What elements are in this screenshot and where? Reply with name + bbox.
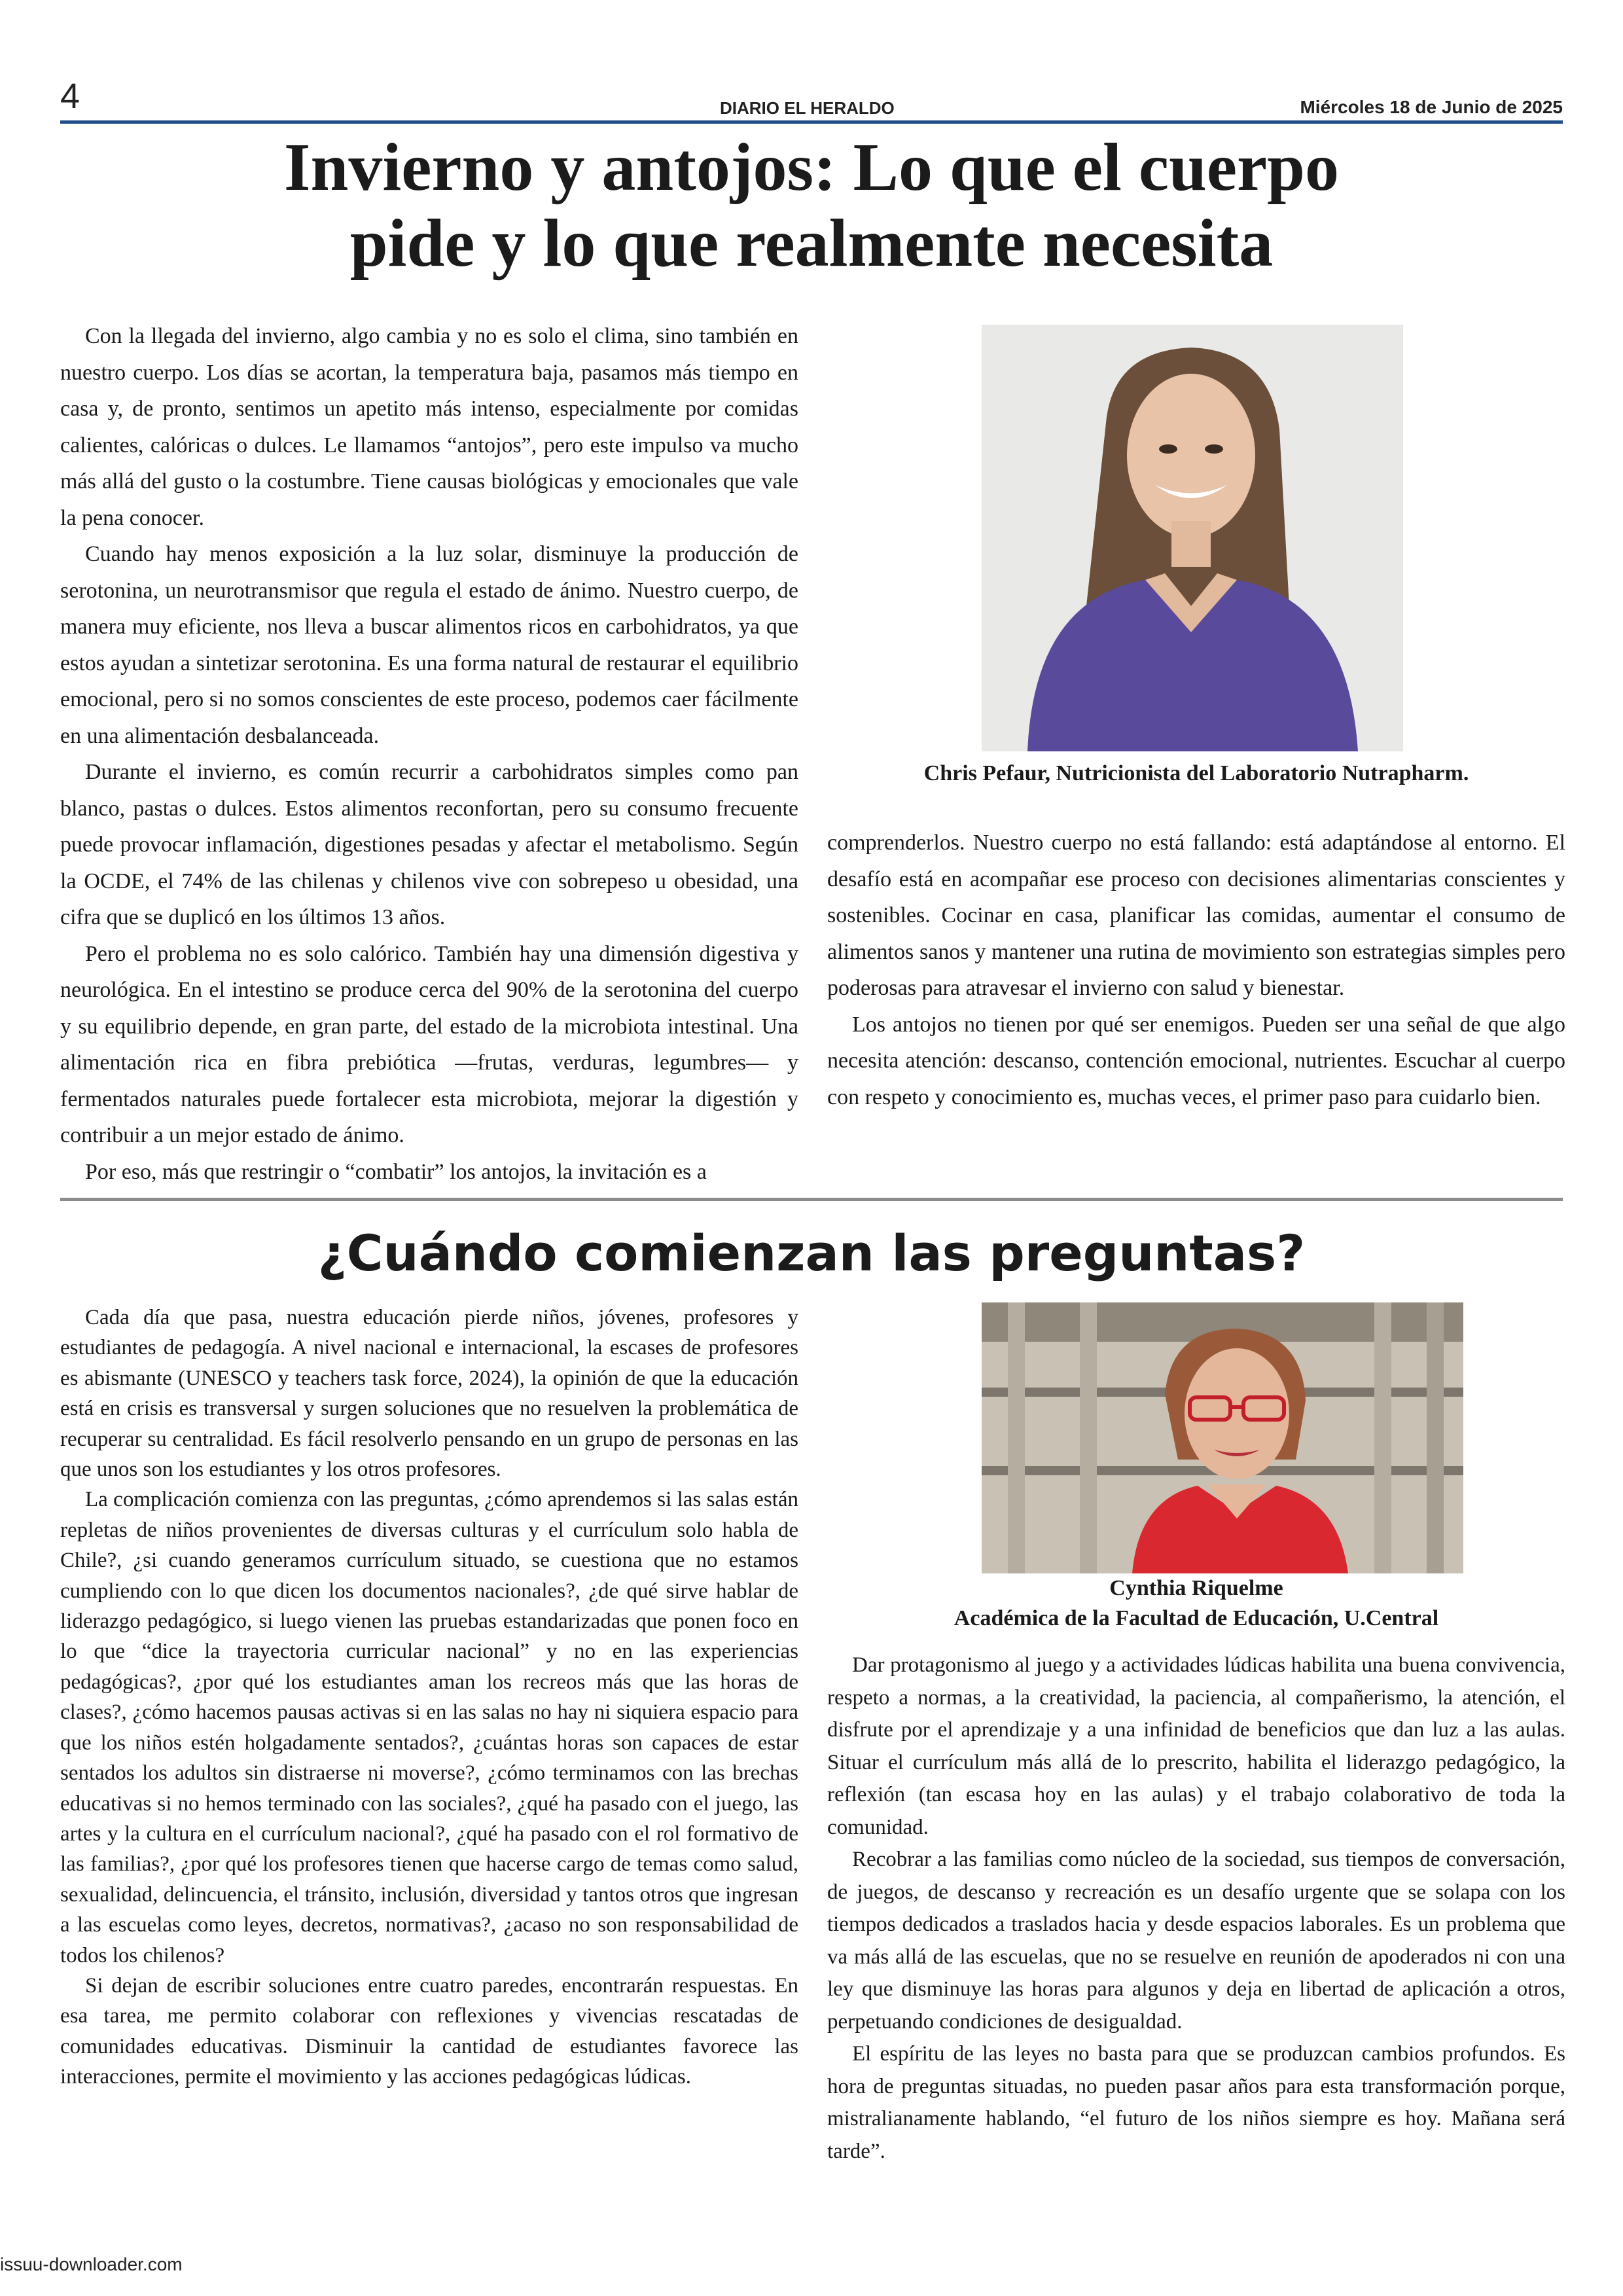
- paragraph: Dar protagonismo al juego y a actividades lúdicas habilita una buena convivencia, respeto a normas, a la creatividad, la paciencia, al compañerismo, la atención, el disfrute por el aprendizaje y a una infinidad de beneficios que dan luz a las aulas. Situar el currículum más allá de lo prescrito, habilita el liderazgo pedagógico, la reflexión (tan escasa hoy en las aulas) y el trabajo colaborativo de toda la comunidad.: [827, 1653, 1565, 1839]
- paragraph: comprenderlos. Nuestro cuerpo no está fallando: está adaptándose al entorno. El desafío está en acompañar ese proceso con decisiones alimentarias conscientes y sostenibles. Cocinar en casa, planificar las comidas, aumentar el consumo de alimentos sanos y mantener una rutina de movimiento son estrategias simples pero poderosas para atravesar el invierno con salud y bienestar.: [827, 831, 1565, 1000]
- page-number: 4: [60, 77, 80, 116]
- newspaper-name: DIARIO EL HERALDO: [720, 98, 895, 118]
- nutritionist-photo: [982, 325, 1403, 751]
- academic-photo: [982, 1302, 1463, 1573]
- academic-portrait: [982, 1302, 1463, 1573]
- nutritionist-portrait: [982, 325, 1403, 751]
- caption-role: Académica de la Facultad de Educación, U.Central: [954, 1606, 1439, 1630]
- paragraph: Por eso, más que restringir o “combatir” los antojos, la invitación es a: [85, 1159, 707, 1184]
- paragraph: Con la llegada del invierno, algo cambia y no es solo el clima, sino también en nuestro cuerpo. Los días se acortan, la temperatura baja, pasamos más tiempo en casa y, de pronto, sentimos un apetito más intenso, especialmente por comidas calientes, calóricas o dulces. Le llamamos “antojos”, pero este impulso va mucho más allá del gusto o la costumbre. Tiene causas biológicas y emocionales que vale la pena conocer.: [60, 324, 798, 530]
- article-1-title: [131, 130, 1492, 281]
- article-2-title: ¿Cuándo comienzan las preguntas?: [317, 1224, 1306, 1282]
- paragraph: Los antojos no tienen por qué ser enemigos. Pueden ser una señal de que algo necesita atención: descanso, contención emocional, nutrientes. Escuchar al cuerpo con respeto y conocimiento es, muchas veces, el primer paso para cuidarlo bien.: [827, 1012, 1565, 1109]
- paragraph: El espíritu de las leyes no basta para que se produzcan cambios profundos. Es hora de preguntas situadas, no pueden pasar años para esta transformación porque, mistralianamente hablando, “el futuro de los niños siempre es hoy. Mañana será tarde”.: [827, 2042, 1565, 2163]
- paragraph: Cada día que pasa, nuestra educación pierde niños, jóvenes, profesores y estudiantes de pedagogía. A nivel nacional e internacional, la escases de profesores es abismante (UNESCO y teachers task force, 2024), la opinión de que la educación está en crisis es transversal y surgen soluciones que no resuelven la problemática de recuperar su centralidad. Es fácil resolverlo pensando en un grupo de personas en las que unos son los estudiantes y los otros profesores.: [60, 1306, 798, 1482]
- nutritionist-photo-caption: Chris Pefaur, Nutricionista del Laboratorio Nutrapharm.: [923, 761, 1469, 785]
- watermark: issuu-downloader.com: [0, 2254, 183, 2274]
- article-1-right-column: [827, 825, 1565, 1115]
- issue-date: Miércoles 18 de Junio de 2025: [1300, 97, 1563, 117]
- article-2-left-column: [60, 1302, 798, 2092]
- paragraph: Cuando hay menos exposición a la luz solar, disminuye la producción de serotonina, un neurotransmisor que regula el estado de ánimo. Nuestro cuerpo, de manera muy eficiente, nos lleva a buscar alimentos ricos en carbohidratos, ya que estos ayudan a sintetizar serotonina. Es una forma natural de restaurar el equilibrio emocional, pero si no somos conscientes de este proceso, podemos caer fácilmente en una alimentación desbalanceada.: [60, 542, 798, 748]
- article-1-title-line-1: Invierno y antojos: Lo que el cuerpo: [284, 130, 1339, 205]
- section-divider: [60, 1198, 1563, 1201]
- paragraph: Si dejan de escribir soluciones entre cuatro paredes, encontrarán respuestas. En esa tarea, me permito colaborar con reflexiones y vivencias rescatadas de comunidades educativas. Disminuir la cantidad de estudiantes favorece las interacciones, permite el movimiento y las acciones pedagógicas lúdicas.: [60, 1973, 798, 2089]
- article-2-right-column: [827, 1649, 1565, 2168]
- article-1-left-column: [60, 318, 798, 1190]
- paragraph: Recobrar a las familias como núcleo de la sociedad, sus tiempos de conversación, de juegos, de descanso y recreación es un desafío urgente que se solapa con los tiempos dedicados a traslados hacia y desde espacios laborales. Es un problema que va más allá de las escuelas, que no se resuelve en reunión de apoderados ni con una ley que disminuye las horas para algunos y deja en libertad de aplicación a otros, perpetuando condiciones de desigualdad.: [827, 1848, 1565, 2034]
- paragraph: Pero el problema no es solo calórico. También hay una dimensión digestiva y neurológica. En el intestino se produce cerca del 90% de la serotonina del cuerpo y su equilibrio depende, en gran parte, del estado de la microbiota intestinal. Una alimentación rica en fibra prebiótica —frutas, verduras, legumbres— y fermentados naturales puede fortalecer esta microbiota, mejorar la digestión y contribuir a un mejor estado de ánimo.: [60, 941, 798, 1147]
- header-rule: [60, 120, 1563, 124]
- paragraph: Durante el invierno, es común recurrir a carbohidratos simples como pan blanco, pastas o dulces. Estos alimentos reconfortan, pero su consumo frecuente puede provocar inflamación, digestiones pesadas y afectar el metabolismo. Según la OCDE, el 74% de las chilenas y chilenos vive con sobrepeso u obesidad, una cifra que se duplicó en los últimos 13 años.: [60, 760, 798, 929]
- article-1-title-line-2: pide y lo que realmente necesita: [349, 206, 1274, 281]
- academic-photo-caption: [827, 1573, 1565, 1634]
- caption-name: Cynthia Riquelme: [1109, 1576, 1283, 1600]
- paragraph: La complicación comienza con las preguntas, ¿cómo aprendemos si las salas están repletas de niños provenientes de diversas culturas y el currículum solo habla de Chile?, ¿si cuando generamos currículum situado, se cuestiona que no estamos cumpliendo con lo que dicen los documentos nacionales?, ¿de qué sirve hablar de liderazgo pedagógico, si luego vienen las pruebas estandarizadas que ponen foco en lo que “dice la trayectoria curricular nacional” y no en las experiencias pedagógicas?, ¿por qué los estudiantes aman los recreos más que las horas de clases?, ¿cómo hacemos pausas activas si en las salas no hay ni siquiera espacio para que los niños estén holgadamente sentados?, ¿cuántas horas son capaces de estar sentados los adultos sin distraerse ni moverse?, ¿cómo terminamos con las brechas educativas si no hemos terminado con las sociales?, ¿qué ha pasado con el juego, las artes y la cultura en el currículum nacional?, ¿qué ha pasado con el rol formativo de las familias?, ¿por qué los profesores tienen que hacerse cargo de temas como salud, sexualidad, delincuencia, el tránsito, inclusión, diversidad y tantos otros que ingresan a las escuelas como leyes, decretos, normativas?, ¿acaso no son responsabilidad de todos los chilenos?: [60, 1488, 798, 1967]
